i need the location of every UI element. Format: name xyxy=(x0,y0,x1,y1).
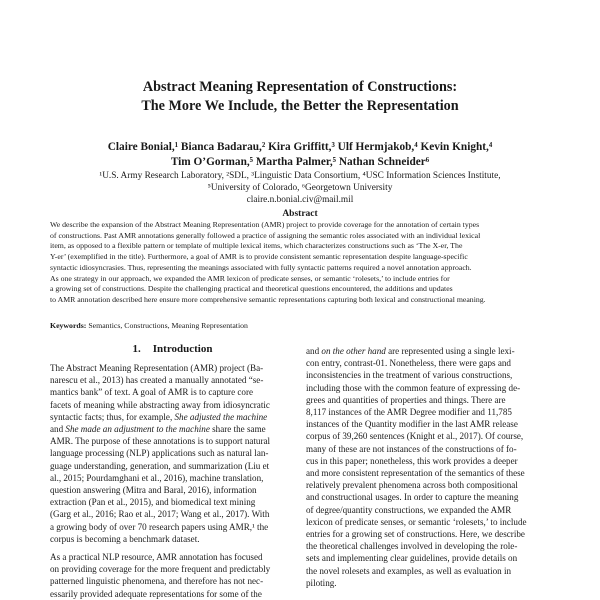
body-line: grees and quantities of properties and things. There are xyxy=(306,394,506,405)
abstract-line: a growing set of constructions. Despite the challenging practical and theoretical questions encountered, the additions and updates xyxy=(50,284,453,294)
keywords-label: Keywords: xyxy=(50,321,87,330)
body-line: cus in this paper; nonetheless, this work provides a deeper xyxy=(306,455,518,466)
body-line: mantics bank” of text. A goal of AMR is to capture core xyxy=(50,387,254,398)
body-line: As a practical NLP resource, AMR annotation has focused xyxy=(50,552,263,563)
abstract-line: item, as opposed to a flexible pattern or template of multiple lexical items, which characterizes constructions such as ‘The X-er, The xyxy=(50,241,463,251)
body-line: the theoretical challenges involved in developing the role- xyxy=(306,541,518,552)
section-title: Introduction xyxy=(152,343,213,355)
affiliation-line-1: ¹U.S. Army Research Laboratory, ²SDL, ³Linguistic Data Consortium, ⁴USC Information Sciences Institute, xyxy=(99,171,501,181)
authors-line-2: Tim O’Gorman,⁵ Martha Palmer,⁵ Nathan Schneider⁶ xyxy=(170,156,430,168)
example-sentence: She made an adjustment to the machine xyxy=(65,424,210,435)
body-line: 8,117 instances of the AMR Degree modifier and 11,785 xyxy=(306,407,512,418)
body-line: a growing body of over 70 research papers using AMR,¹ the xyxy=(50,521,269,532)
author-list xyxy=(0,140,600,170)
paper-title xyxy=(0,78,600,115)
title-line-1: Abstract Meaning Representation of Constructions: xyxy=(142,79,458,95)
body-line: many of these are not instances of the constructions of fo- xyxy=(306,443,517,454)
left-column xyxy=(50,362,295,600)
contact-email: claire.n.bonial.civ@mail.mil xyxy=(246,194,354,205)
body-line: lexicon of predicate senses, or semantic ‘rolesets,’ to include xyxy=(306,516,527,527)
abstract-line: syntactic idiosyncrasies. Thus, representing the meanings associated with fully syntactic patterns required a novel annotation approach. xyxy=(50,262,472,272)
body-line: guage understanding, generation, and summarization (Liu et xyxy=(50,460,270,471)
body-line: of degree/quantity constructions, we expanded the AMR xyxy=(306,504,512,515)
affiliation-line-2: ⁵University of Colorado, ⁶Georgetown University xyxy=(207,182,393,193)
abstract-line: Y-er’ (exemplified in the title). Furthermore, a goal of AMR is to provide consistent semantic representation despite language-specific xyxy=(50,252,468,262)
authors-line-1: Claire Bonial,¹ Bianca Badarau,² Kira Griffitt,³ Ulf Hermjakob,⁴ Kevin Knight,⁴ xyxy=(107,141,493,153)
body-line: question answering (Mitra and Baral, 2016), information xyxy=(50,485,257,496)
body-line: on providing coverage for the more frequent and predictably xyxy=(50,564,271,575)
body-line: corpus of 39,260 sentences (Knight et al., 2017). Of course, xyxy=(306,431,524,442)
body-text: share the same xyxy=(209,424,266,435)
body-text: and xyxy=(50,424,66,435)
body-line: piloting. xyxy=(306,577,337,588)
body-text: are represented using a single lexi- xyxy=(385,346,515,356)
body-line: essarily provided adequate representations for some of the xyxy=(50,588,262,599)
body-line: sets and implementing clear guidelines, provide details on xyxy=(306,553,518,564)
body-line: (Garg et al., 2016; Rao et al., 2017; Wang et al., 2017). With xyxy=(50,509,270,520)
body-line: instances of the Quantity modifier in the last AMR release xyxy=(306,419,518,430)
body-line xyxy=(50,411,295,423)
body-line xyxy=(306,345,551,357)
body-line: The Abstract Meaning Representation (AMR) project (Ba- xyxy=(50,363,264,373)
example-sentence: She adjusted the machine xyxy=(174,411,268,422)
body-line: AMR. The purpose of these annotations is to support natural xyxy=(50,436,271,447)
abstract-line: of constructions. Past AMR annotations generally followed a practice of assigning the semantic roles associated with an individual lexical xyxy=(50,230,481,240)
example-phrase: on the other hand xyxy=(321,346,386,356)
abstract-body xyxy=(50,220,552,306)
body-line: facets of meaning while abstracting away from idiosyncratic xyxy=(50,399,270,410)
body-text: syntactic facts; thus, for example, xyxy=(50,411,175,422)
title-line-2: The More We Include, the Better the Representation xyxy=(141,97,459,114)
body-line: language processing (NLP) applications such as natural lan- xyxy=(50,448,269,459)
body-line: corpus is becoming a benchmark dataset. xyxy=(50,533,200,544)
body-line: patterned linguistic phenomena, and therefore has not nec- xyxy=(50,576,264,587)
body-line: and more consistent representation of the semantics of these xyxy=(306,468,525,479)
body-line: con entry, contrast-01. Nonetheless, there were gaps and xyxy=(306,358,511,369)
body-line: including those with the common feature of expressing de- xyxy=(306,382,521,393)
body-line: and constructional usages. In order to capture the meaning xyxy=(306,492,519,503)
right-column xyxy=(306,345,551,589)
section-number: 1. xyxy=(132,343,141,355)
body-line: entries for a growing set of constructions. Here, we describe xyxy=(306,529,525,540)
abstract-line: As one strategy in our approach, we expanded the AMR lexicon of predicate senses, or semantic ‘rolesets,’ to include entries for xyxy=(50,273,450,283)
body-text: and xyxy=(306,346,322,356)
abstract-heading: Abstract xyxy=(282,209,318,219)
keywords xyxy=(50,321,248,330)
body-line xyxy=(50,423,295,435)
abstract-line: to AMR annotation described here ensure more comprehensive semantic representations capturing both lexical and constructional meaning. xyxy=(50,294,486,304)
keywords-text: Semantics, Constructions, Meaning Representation xyxy=(86,321,248,330)
affiliations xyxy=(0,171,600,206)
abstract-line: We describe the expansion of the Abstract Meaning Representation (AMR) project to provide coverage for the annotation of certain types xyxy=(50,220,480,229)
body-line: extraction (Pan et al., 2015), and biomedical text mining xyxy=(50,497,256,508)
body-line: al., 2015; Pourdamghani et al., 2016), machine translation, xyxy=(50,472,264,483)
section-heading-introduction xyxy=(50,343,295,355)
body-line: the novel rolesets and examples, as well as evaluation in xyxy=(306,565,512,576)
body-line: inconsistencies in the treatment of various constructions, xyxy=(306,370,513,381)
body-line: relatively prevalent phenomena across both compositional xyxy=(306,480,518,491)
body-line: narescu et al., 2013) has created a manually annotated “se- xyxy=(50,375,264,386)
